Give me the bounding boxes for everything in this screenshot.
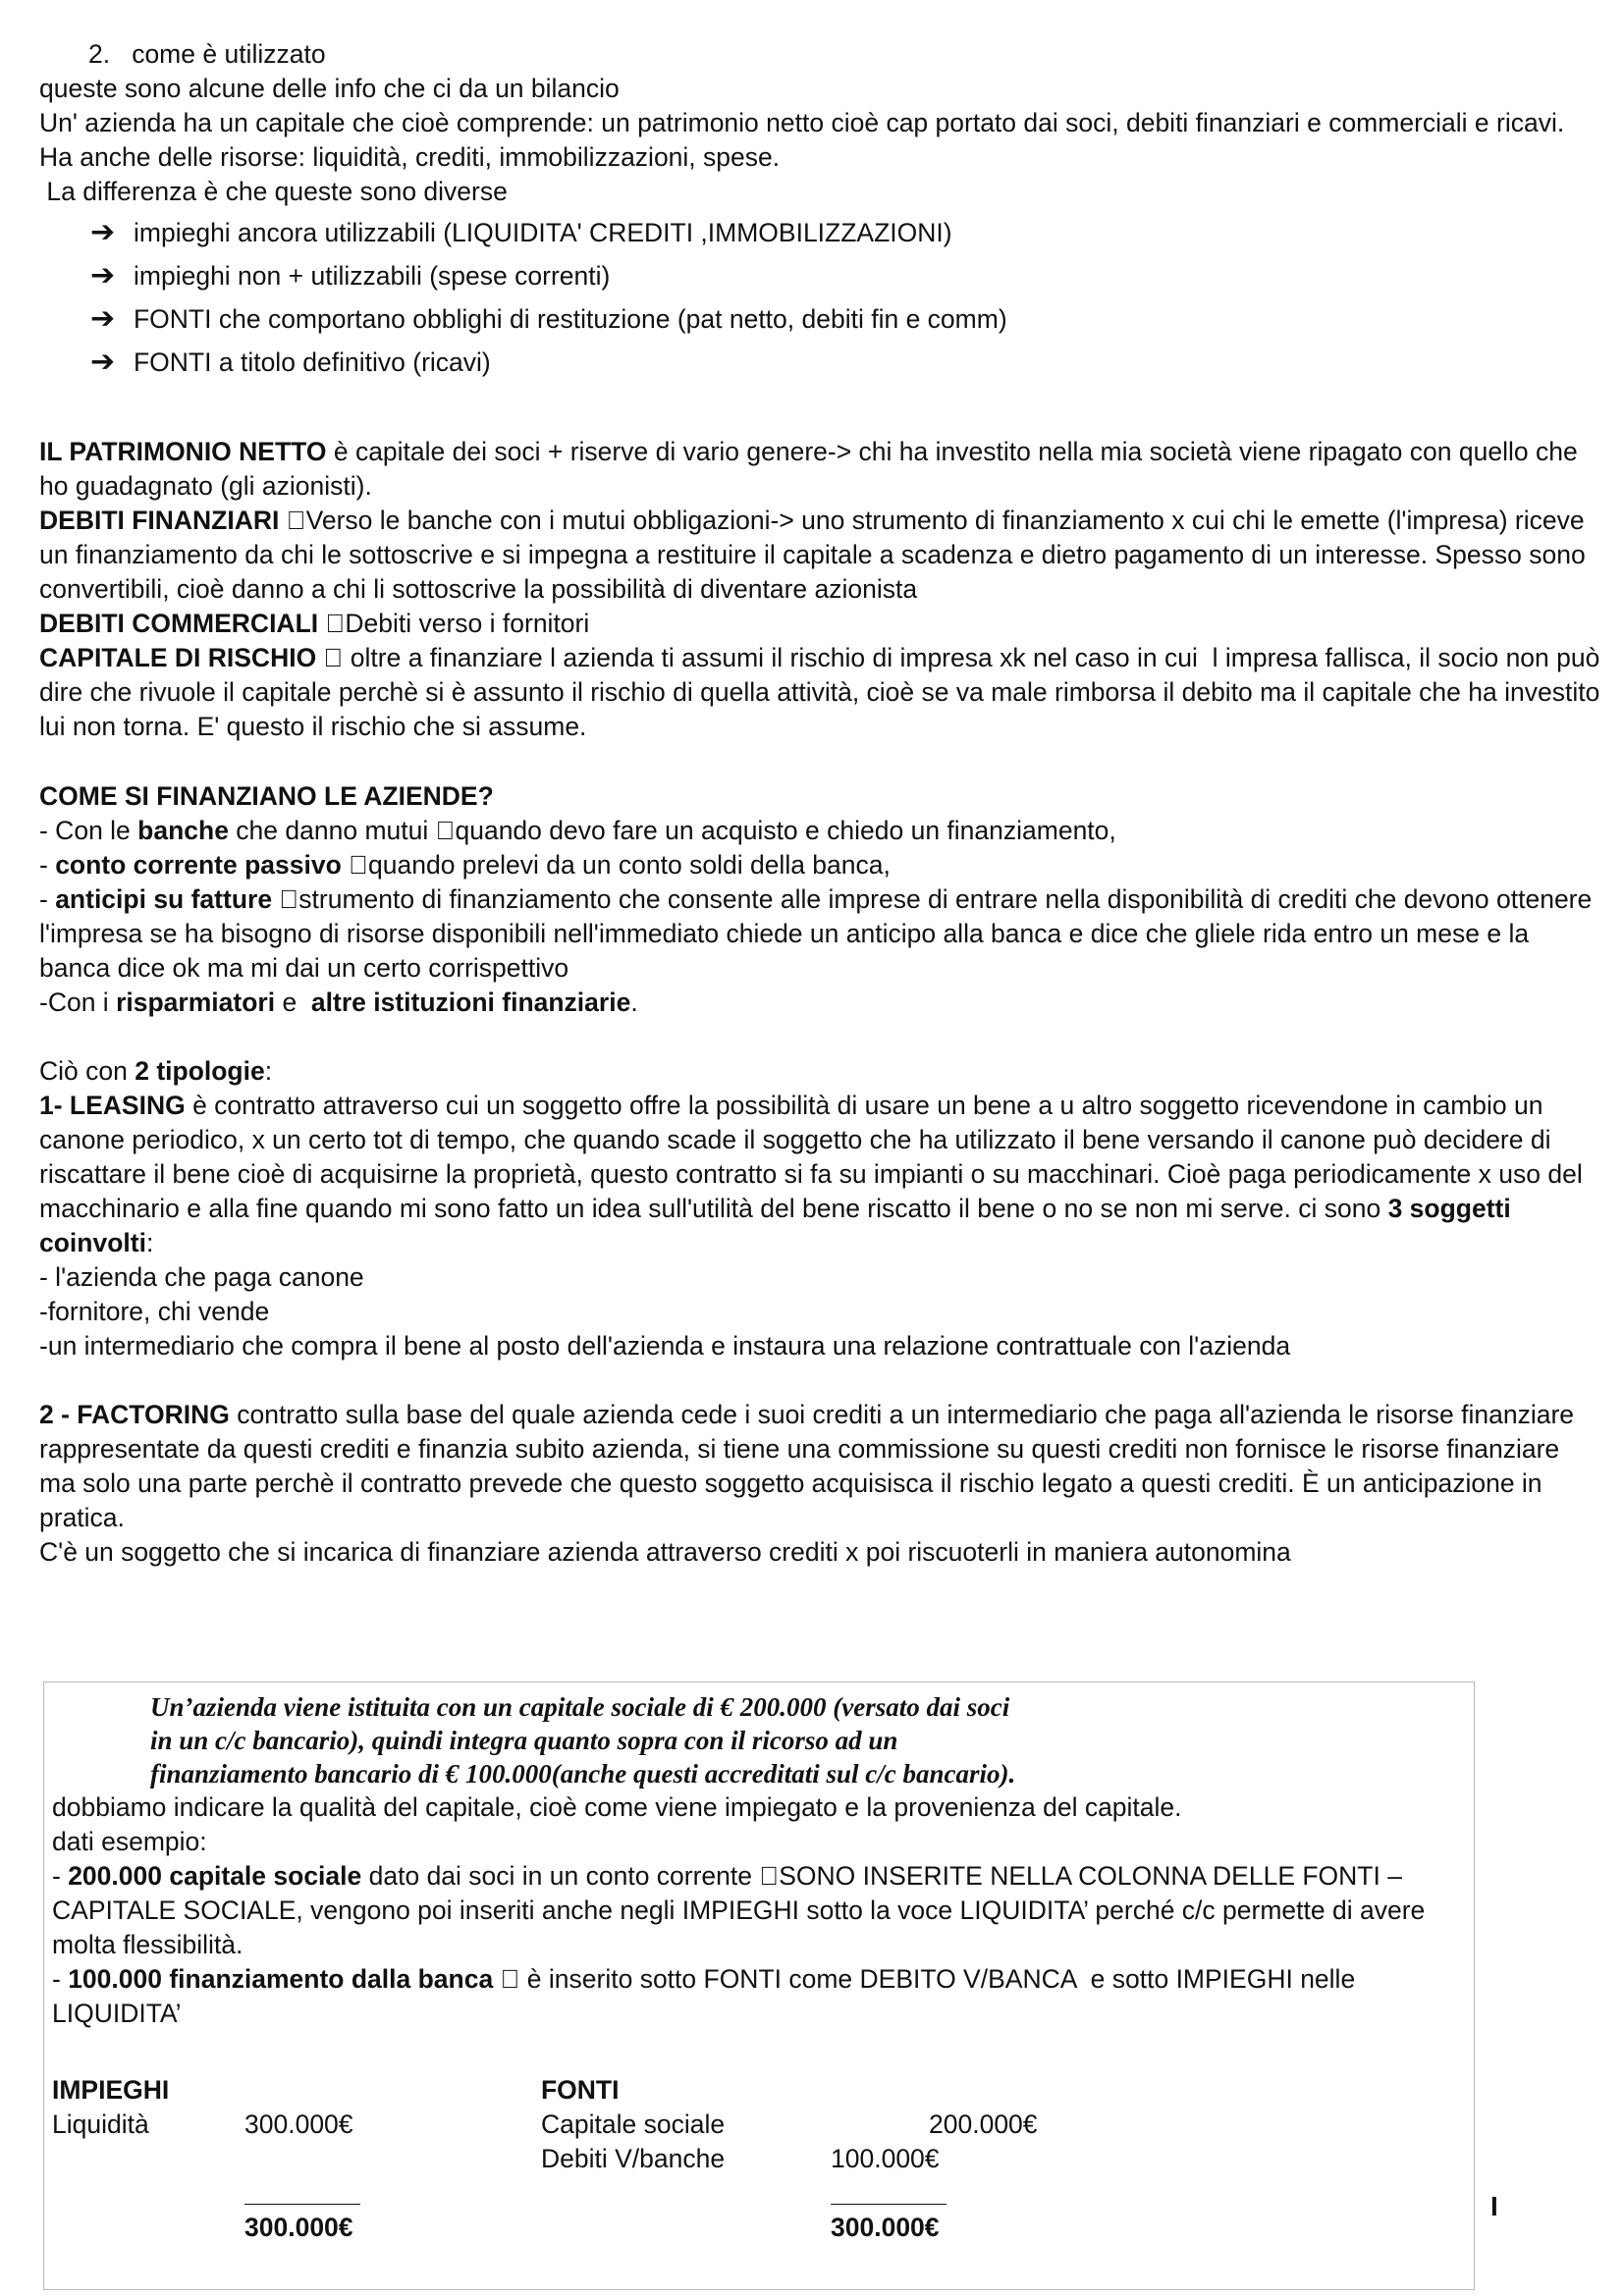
definition-capitale-di-rischio: CAPITALE DI RISCHIO oltre a finanziare l azienda ti assumi il rischio di impresa xk nel caso in cui l impresa fallisca, il socio non può dire che rivuole il capitale perchè si è assunto il rischio di quella attività, cioè se va male rimborsa il debito ma il capitale che ha investito lui non torna. E' questo il rischio che si assume.	[39, 643, 1607, 741]
arrow-right-icon: ➔	[90, 216, 116, 248]
fonti-row-value: 200.000€	[929, 2109, 1038, 2139]
financing-item: - Con le banche che danno mutui quando devo fare un acquisto e chiedo un finanziamento,	[39, 816, 1105, 845]
list-item: ➔ impieghi non + utilizzabili (spese correnti)	[90, 259, 611, 292]
leasing-paragraph: 1- LEASING è contratto attraverso cui un soggetto offre la possibilità di usare un bene a u altro soggetto ricevendone in cambio un canone periodico, x un certo tot di tempo, che quando scade il soggetto che ha utilizzato il bene versando il canone può decidere di riscattare il bene cioè di acquisirne la proprietà, questo contratto si fa su impianti o su macchinari. Cioè paga periodicamente x uso del macchinario e alla fine quando mi sono fatto un idea sull'utilità del bene riscatto il bene o no se non mi serve. ci sono 3 soggetti coinvolti:	[39, 1091, 1591, 1257]
intro-paragraph: Un' azienda ha un capitale che cioè comprende: un patrimonio netto cioè cap portato dai soci, debiti finanziari e commerciali e ricavi. Ha anche delle risorse: liquidità, crediti, immobilizzazioni, spese.	[39, 108, 1572, 172]
margin-mark: I	[1490, 2191, 1498, 2221]
document-body	[39, 37, 1607, 1570]
subject-item: -un intermediario che compra il bene al posto dell'azienda e instaura una relazione contrattuale con l'azienda	[39, 1331, 1291, 1361]
list-item: ➔ FONTI che comportano obblighi di restituzione (pat netto, debiti fin e comm)	[90, 302, 1007, 335]
factoring-last-line: C'è un soggetto che si incarica di finanziare azienda attraverso crediti x poi riscuoterli in maniera autonomina	[39, 1537, 1291, 1567]
fonti-header: FONTI	[541, 2075, 620, 2105]
total-rule	[831, 2204, 947, 2205]
fonti-total: 300.000€	[831, 2213, 940, 2242]
arrow-right-icon: ➔	[90, 259, 116, 292]
balance-table	[52, 2073, 1132, 2269]
total-rule	[244, 2204, 360, 2205]
intro-line: queste sono alcune delle info che ci da un bilancio	[39, 74, 620, 103]
subject-item: -fornitore, chi vende	[39, 1297, 270, 1326]
financing-heading: COME SI FINANZIANO LE AZIENDE?	[39, 781, 494, 811]
definition-debiti-finanziari: DEBITI FINANZIARI Verso le banche con i mutui obbligazioni-> uno strumento di finanziamento x cui chi le emette (l'impresa) riceve un finanziamento da chi le sottoscrive e si impegna a restituire il capitale a scadenza e dietro pagamento di un interesse. Spesso sono convertibili, cioè danno a chi li sottoscrive la possibilità di diventare azionista	[39, 506, 1594, 604]
arrow-bullet-list	[39, 211, 1600, 384]
impieghi-total: 300.000€	[244, 2213, 353, 2242]
financing-item: - conto corrente passivo quando prelevi da un conto soldi della banca,	[39, 850, 879, 880]
subject-item: - l'azienda che paga canone	[39, 1262, 364, 1292]
financing-item: -Con i risparmiatori e altre istituzioni finanziarie.	[39, 988, 638, 1017]
definition-patrimonio-netto: IL PATRIMONIO NETTO è capitale dei soci + riserve di vario genere-> chi ha investito nella mia società viene ripagato con quello che ho guadagnato (gli azionisti).	[39, 437, 1586, 501]
impieghi-label: Liquidità	[52, 2109, 149, 2139]
factoring-paragraph: 2 - FACTORING contratto sulla base del quale azienda cede i suoi crediti a un intermediario che paga all'azienda le risorse finanziare rappresentate da questi crediti e finanzia subito azienda, si tiene una commissione su questi crediti non fornisce le risorse finanziare ma solo una parte perchè il contratto prevede che questo soggetto acquisisca il rischio legato a questi crediti. È un anticipazione in pratica.	[39, 1400, 1582, 1532]
example-item: - 200.000 capitale sociale dato dai soci in un conto corrente SONO INSERITE NELLA COLONNA DELLE FONTI – CAPITALE SOCIALE, vengono poi inseriti anche negli IMPIEGHI sotto la voce LIQUIDITA’ perché c/c permette di avere molta flessibilità.	[52, 1861, 1433, 1959]
fonti-row-label: Debiti V/banche	[541, 2144, 726, 2173]
example-statement: Un’azienda viene istituita con un capitale sociale di € 200.000 (versato dai soci in un c/c bancario), quindi integra quanto sopra con il ricorso ad un finanziamento bancario di € 100.000(anche questi accreditati sul c/c bancario).	[150, 1692, 1016, 1789]
example-box	[43, 1682, 1475, 2290]
arrow-right-icon: ➔	[90, 346, 116, 378]
list-item: ➔ FONTI a titolo definitivo (ricavi)	[90, 346, 491, 378]
definition-debiti-commerciali: DEBITI COMMERCIALI Debiti verso i fornitori	[39, 609, 577, 638]
example-line: dobbiamo indicare la qualità del capitale, cioè come viene impiegato e la provenienza del capitale.	[52, 1792, 1182, 1822]
example-line: dati esempio:	[52, 1827, 207, 1856]
financing-item: - anticipi su fatture strumento di finanziamento che consente alle imprese di entrare nella disponibilità di crediti che devono ottenere l'impresa se ha bisogno di risorse disponibili nell'immediato chiede un anticipo alla banca e dice che gliele rida entro un mese e la banca dice ok ma mi dai un certo corrispettivo	[39, 884, 1588, 983]
typologies-intro: Ciò con 2 tipologie:	[39, 1056, 273, 1086]
numbered-item: 2. come è utilizzato	[88, 39, 326, 69]
arrow-right-icon: ➔	[90, 302, 116, 335]
fonti-row-label: Capitale sociale	[541, 2109, 726, 2139]
intro-line: La differenza è che queste sono diverse	[39, 177, 508, 206]
example-item: - 100.000 finanziamento dalla banca è inserito sotto FONTI come DEBITO V/BANCA e sotto IMPIEGHI nelle LIQUIDITA’	[52, 1964, 1351, 2028]
fonti-row-value: 100.000€	[831, 2144, 940, 2173]
impieghi-value: 300.000€	[244, 2109, 353, 2139]
list-item: ➔ impieghi ancora utilizzabili (LIQUIDITA' CREDITI ,IMMOBILIZZAZIONI)	[90, 216, 952, 248]
impieghi-header: IMPIEGHI	[52, 2075, 170, 2105]
